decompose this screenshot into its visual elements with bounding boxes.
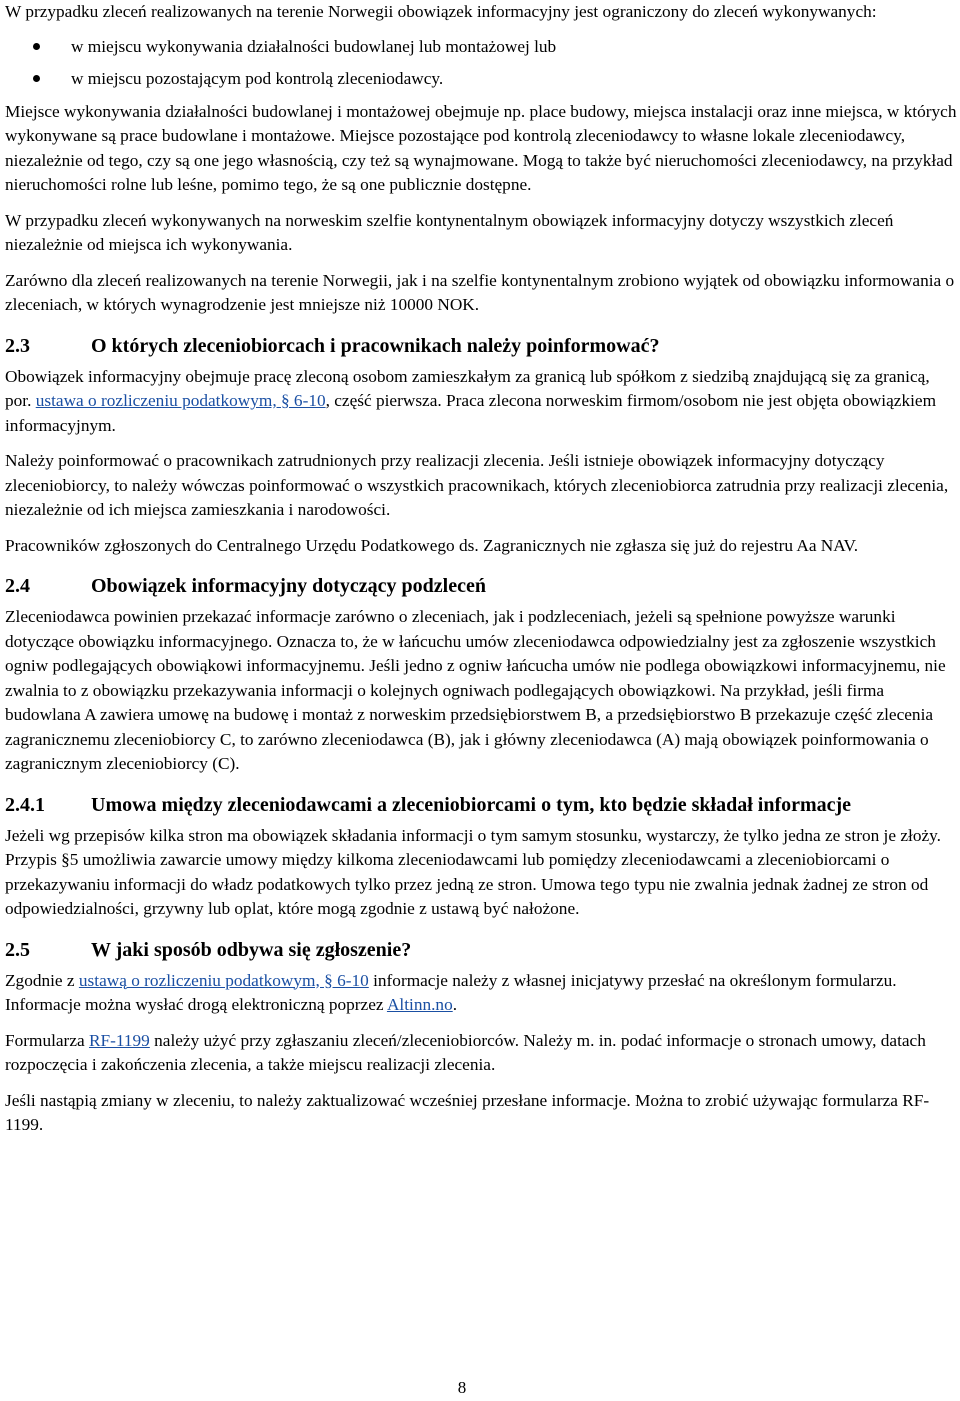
section-title: Umowa między zleceniodawcami a zleceniobiorcami o tym, kto będzie składał informacje [91,793,852,816]
section-heading-2-3 [5,334,960,358]
section-2-5-paragraph-3: Jeśli nastąpią zmiany w zleceniu, to należy zaktualizować wcześniej przesłane informacje. Można to zrobić używając formularza RF-1199. [5,1090,930,1134]
section-number: 2.3 [5,334,30,357]
text-span: Zgodnie z [5,970,79,990]
text-span: Obowiązek informacyjny obejmuje pracę zleconą osobom zamieszkałym za granicą lub spółkom z siedzibą znajdującą się za granicą, por. [5,366,930,410]
section-2-4-paragraph-1: Zleceniodawca powinien przekazać informacje zarówno o zleceniach, jak i podzleceniach, jeżeli są spełnione powyższe warunki dotyczące obowiązku informacyjnego. Oznacza to, że w łańcuchu umów zleceniodawca odpowiedzialny jest za zgłoszenie wszystkich ogniw podlegających obowiąkowi informacyjnemu. Jeśli jedno z ogniw łańcucha umów nie podlega obowiązkowi informacyjnemu, nie zwalnia to z obowiązku przekazywania informacji o kolejnych ogniwach podlegających obowiązkowi. Na przykład, jeśli firma budowlana A zawiera umowę na budowę i montaż z norweskim przedsiębiorstwem B, a przedsiębiorstwo B przekazuje część zlecenia zagranicznemu zleceniobiorcy C, to zarówno zleceniodawca (B), jak i główny zleceniodawca (A) mają obowiązek poinformowania o zagranicznym zleceniobiorcy (C). [5,607,946,773]
list-item [5,36,960,58]
intro-paragraph-2: W przypadku zleceń wykonywanych na norweskim szelfie kontynentalnym obowiązek informacyjny dotyczy wszystkich zleceń niezależnie od miejsca ich wykonywania. [5,210,894,254]
section-title: O których zleceniobiorcach i pracownikach należy poinformować? [91,334,660,357]
section-heading-2-4-1 [5,793,960,817]
section-number: 2.4 [5,575,30,597]
bullet-icon [33,43,40,50]
document-page [5,0,960,1149]
section-number: 2.4.1 [5,793,45,816]
text-span: informacje należy z własnej inicjatywy przesłać na określonym formularzu. Informacje można wysłać drogą elektroniczną poprzez [5,970,897,1014]
intro-paragraph-1: Miejsce wykonywania działalności budowlanej i montażowej obejmuje np. place budowy, miejsca instalacji oraz inne miejsca, w których wykonywane są prace budowlane i montażowe. Miejsce pozostające pod kontrolą zleceniodawcy to własne lokale zleceniodawcy, niezależnie od tego, czy są one jego własnością, czy też są wynajmowane. Mogą to także być nieruchomości zleceniodawcy, na przykład nieruchomości rolne lub leśne, pomimo tego, że są one publicznie dostępne. [5,101,957,194]
rf-1199-link[interactable]: RF-1199 [88,1030,150,1050]
altinn-link[interactable]: Altinn.no [386,995,453,1014]
section-number: 2.5 [5,938,30,961]
section-title: W jaki sposób odbywa się zgłoszenie? [91,938,412,961]
intro-lead: W przypadku zleceń realizowanych na terenie Norwegii obowiązek informacyjny jest ograniczony do zleceń wykonywanych: [5,2,877,21]
text-span: . [452,995,458,1014]
section-2-3-paragraph-1 [5,365,960,439]
bullet-text: w miejscu pozostającym pod kontrolą zleceniodawcy. [71,68,444,88]
section-2-5-paragraph-1 [5,969,960,1018]
text-span: , część pierwsza. Praca zlecona norweskim firmom/osobom nie jest objęta obowiązkiem informacyjnym. [5,391,937,435]
section-heading-2-4 [5,574,960,598]
list-item [5,68,960,90]
section-2-5-paragraph-2 [5,1029,960,1078]
section-2-3-paragraph-2: Należy poinformować o pracownikach zatrudnionych przy realizacji zlecenia. Jeśli istnieje obowiązek informacyjny dotyczący zleceniobiorcy, to należy wówczas poinformować o wszystkich pracownikach, których zleceniobiorca zatrudnia przy realizacji zlecenia, niezależnie od ich miejsca zamieszkania i narodowości. [5,451,949,519]
section-title: Obowiązek informacyjny dotyczący podzleceń [91,575,486,597]
intro-paragraph-3: Zarówno dla zleceń realizowanych na terenie Norwegii, jak i na szelfie kontynentalnym zrobiono wyjątek od obowiązku informowania o zleceniach, w których wynagrodzenie jest mniejsze niż 10000 NOK. [5,270,955,314]
section-2-3-paragraph-3: Pracowników zgłoszonych do Centralnego Urzędu Podatkowego ds. Zagranicznych nie zgłasza się już do rejestru Aa NAV. [5,535,859,555]
section-2-4-1-paragraph-1: Jeżeli wg przepisów kilka stron ma obowiązek składania informacji o tym samym stosunku, wystarczy, że tylko jedna ze stron je złoży. Przypis §5 umożliwia zawarcie umowy między kilkoma zleceniodawcami lub pomiędzy zleceniodawcami a zleceniobiorcami o przekazywaniu informacji do władz podatkowych tylko przez jedną ze stron. Umowa tego typu nie zwalnia jednak żadnej ze stron od odpowiedzialności, grzywny lub oplat, które mogą zgodnie z ustawą być nałożone. [5,825,941,918]
page-number: 8 [457,1378,467,1397]
bullet-text: w miejscu wykonywania działalności budowlanej lub montażowej lub [71,36,557,56]
text-span: Formularza [5,1030,89,1050]
scope-bullet-list [5,36,960,90]
tax-act-link[interactable]: ustawą o rozliczeniu podatkowym, § 6-10 [78,970,369,990]
bullet-icon [33,75,40,82]
section-heading-2-5 [5,938,960,962]
tax-act-link[interactable]: ustawa o rozliczeniu podatkowym, § 6-10 [35,391,326,410]
text-span: należy użyć przy zgłaszaniu zleceń/zleceniobiorców. Należy m. in. podać informacje o stronach umowy, datach rozpoczęcia i zakończenia zlecenia, a także miejscu realizacji zlecenia. [5,1030,926,1074]
